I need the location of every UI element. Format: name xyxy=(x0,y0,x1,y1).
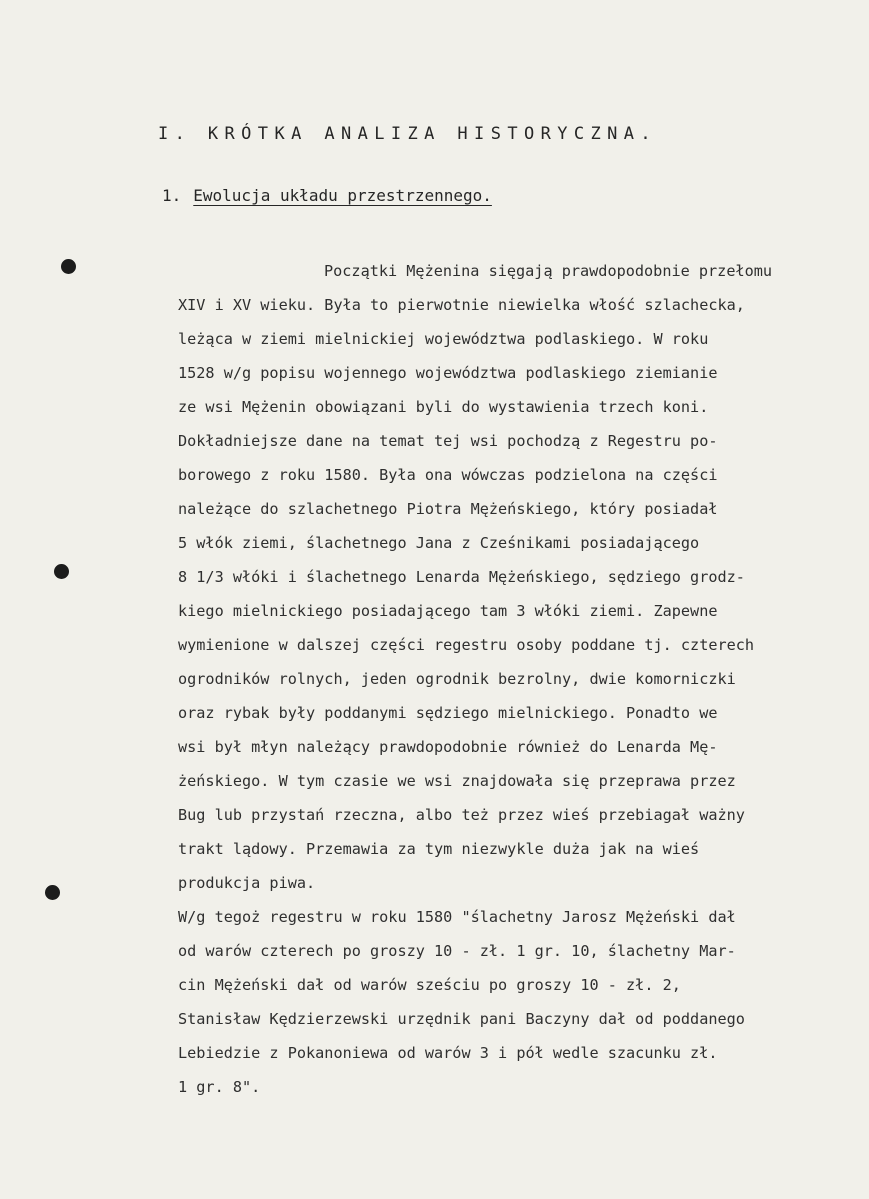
text-line: 8 1/3 włóki i ślachetnego Lenarda Mężeńskiego, sędziego grodz- xyxy=(178,568,745,586)
text-line: trakt lądowy. Przemawia za tym niezwykle duża jak na wieś xyxy=(178,840,700,858)
text-line: Lebiedzie z Pokanoniewa od warów 3 i pół wedle szacunku zł. xyxy=(178,1044,718,1062)
text-line: żeńskiego. W tym czasie we wsi znajdowała się przeprawa przez xyxy=(178,772,736,790)
text-line: od warów czterech po groszy 10 - zł. 1 gr. 10, ślachetny Mar- xyxy=(178,942,736,960)
text-line: XIV i XV wieku. Była to pierwotnie niewielka włość szlachecka, xyxy=(178,296,745,314)
text-line: produkcja piwa. xyxy=(178,874,316,892)
document-heading: I. KRÓTKA ANALIZA HISTORYCZNA. xyxy=(158,124,658,144)
text-line: leżąca w ziemi mielnickiej województwa podlaskiego. W roku xyxy=(178,330,709,348)
body-text xyxy=(178,254,858,1104)
text-line: W/g tegoż regestru w roku 1580 "ślachetny Jarosz Mężeński dał xyxy=(178,908,736,926)
text-line: należące do szlachetnego Piotra Mężeńskiego, który posiadał xyxy=(178,500,718,518)
text-line: oraz rybak były poddanymi sędziego mielnickiego. Ponadto we xyxy=(178,704,718,722)
text-line: Bug lub przystań rzeczna, albo też przez wieś przebiagał ważny xyxy=(178,806,745,824)
punch-hole-bottom xyxy=(45,885,60,900)
punch-hole-middle xyxy=(54,564,69,579)
text-line: Dokładniejsze dane na temat tej wsi pochodzą z Regestru po- xyxy=(178,432,718,450)
section-number: 1. xyxy=(162,186,182,205)
text-line: 1528 w/g popisu wojennego województwa podlaskiego ziemianie xyxy=(178,364,718,382)
text-line: cin Mężeński dał od warów sześciu po groszy 10 - zł. 2, xyxy=(178,976,681,994)
text-line: ze wsi Mężenin obowiązani byli do wystawienia trzech koni. xyxy=(178,398,709,416)
text-line: Początki Mężenina sięgają prawdopodobnie przełomu xyxy=(324,262,773,280)
section-title: Ewolucja układu przestrzennego. xyxy=(193,186,492,205)
text-line: ogrodników rolnych, jeden ogrodnik bezrolny, dwie komorniczki xyxy=(178,670,736,688)
text-line: 5 włók ziemi, ślachetnego Jana z Cześnikami posiadającego xyxy=(178,534,700,552)
text-line: Stanisław Kędzierzewski urzędnik pani Baczyny dał od poddanego xyxy=(178,1010,745,1028)
text-line: wsi był młyn należący prawdopodobnie również do Lenarda Mę- xyxy=(178,738,718,756)
punch-hole-top xyxy=(61,259,76,274)
text-line: borowego z roku 1580. Była ona wówczas podzielona na części xyxy=(178,466,718,484)
text-line: kiego mielnickiego posiadającego tam 3 włóki ziemi. Zapewne xyxy=(178,602,718,620)
text-line: 1 gr. 8". xyxy=(178,1078,261,1096)
text-line: wymienione w dalszej części regestru osoby poddane tj. czterech xyxy=(178,636,755,654)
section-heading xyxy=(162,186,492,205)
